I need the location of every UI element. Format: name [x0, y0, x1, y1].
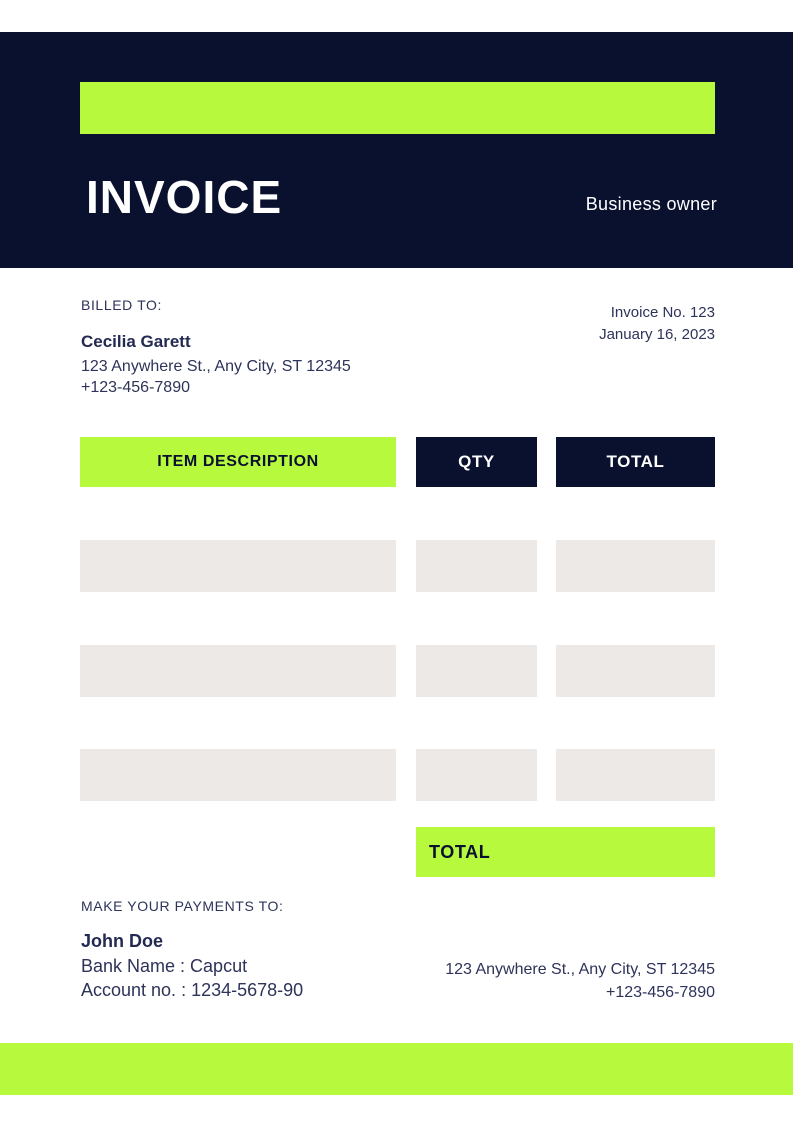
header-banner — [0, 32, 793, 268]
table-row — [0, 749, 793, 801]
invoice-meta — [599, 302, 715, 346]
table-cell — [416, 645, 537, 697]
footer-accent-bar — [0, 1043, 793, 1095]
billed-to-label: BILLED TO: — [81, 297, 162, 313]
billed-to-address: 123 Anywhere St., Any City, ST 12345 — [81, 358, 351, 375]
billed-to-section — [81, 297, 351, 397]
total-bar — [416, 827, 715, 877]
table-cell — [416, 540, 537, 592]
table-row — [0, 645, 793, 697]
billed-to-phone: +123-456-7890 — [81, 379, 190, 396]
billed-to-name: Cecilia Garett — [81, 332, 191, 351]
footer-address: 123 Anywhere St., Any City, ST 12345 — [445, 961, 715, 978]
bank-name: Bank Name : Capcut — [81, 956, 248, 976]
account-number: Account no. : 1234-5678-90 — [81, 980, 304, 1000]
page-title: INVOICE — [86, 171, 283, 223]
business-owner-label: Business owner — [585, 194, 717, 214]
footer-contact — [445, 958, 715, 1004]
invoice-date: January 16, 2023 — [599, 326, 715, 343]
footer-phone: +123-456-7890 — [606, 984, 715, 1001]
header-accent-bar — [80, 82, 715, 134]
table-cell — [556, 749, 715, 801]
table-header-qty: QTY — [416, 437, 537, 487]
table-row — [0, 540, 793, 592]
invoice-number: Invoice No. 123 — [610, 304, 715, 321]
total-label: TOTAL — [429, 841, 491, 862]
table-cell — [80, 645, 396, 697]
table-header-item-description: ITEM DESCRIPTION — [80, 437, 396, 487]
payee-name: John Doe — [81, 931, 164, 951]
payments-section — [81, 898, 303, 1001]
table-cell — [556, 645, 715, 697]
payments-label: MAKE YOUR PAYMENTS TO: — [81, 898, 284, 914]
table-cell — [556, 540, 715, 592]
table-cell — [416, 749, 537, 801]
table-header-total: TOTAL — [556, 437, 715, 487]
table-cell — [80, 749, 396, 801]
table-cell — [80, 540, 396, 592]
